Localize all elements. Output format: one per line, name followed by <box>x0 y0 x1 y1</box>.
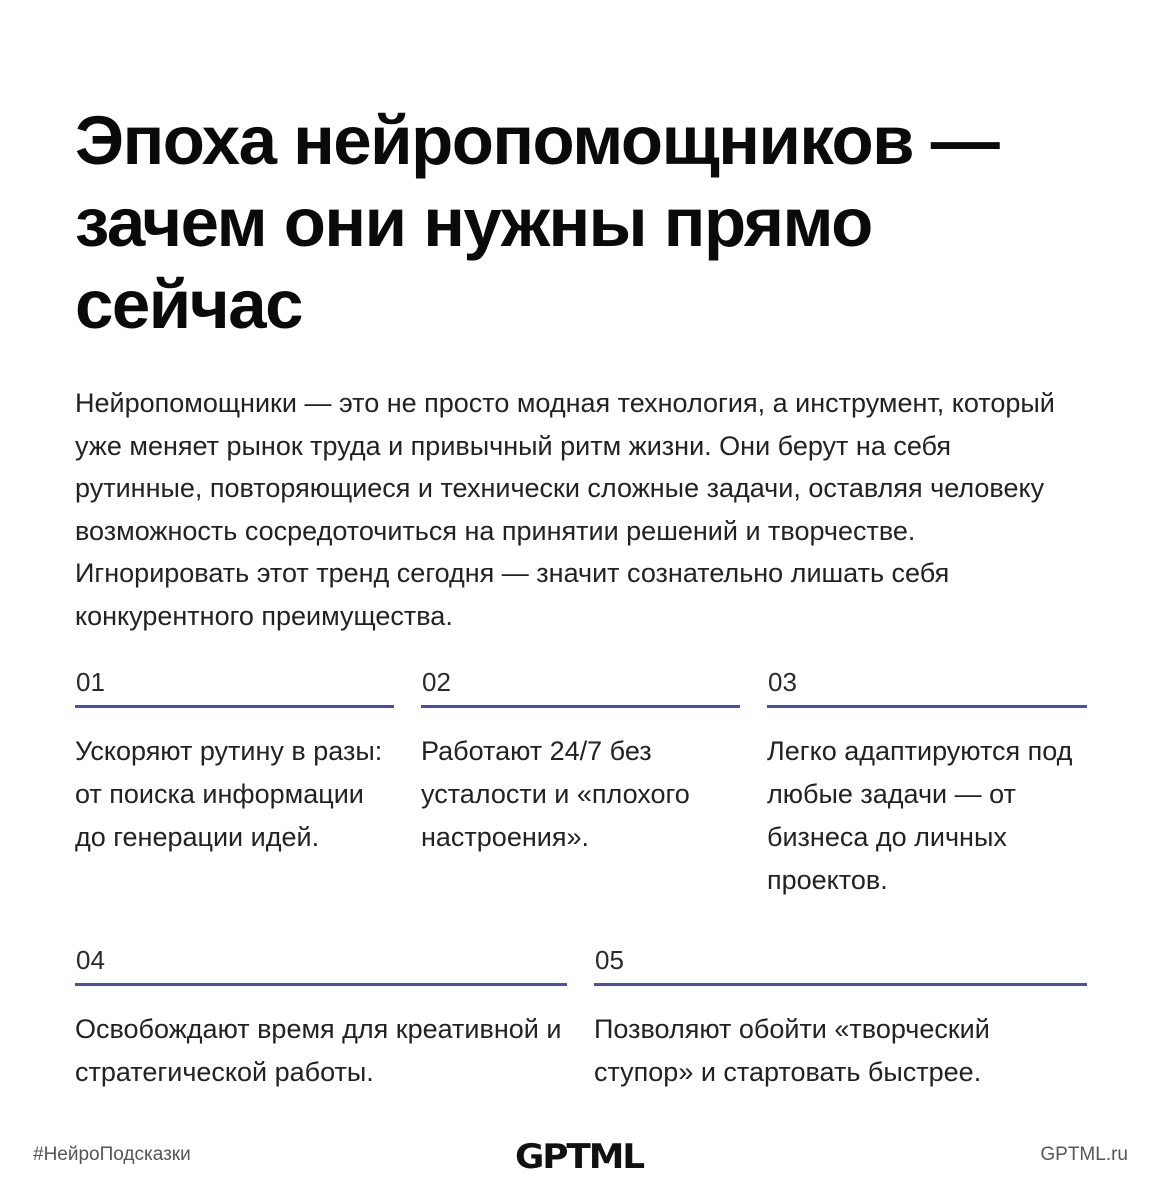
title-line-2: зачем они нужны прямо <box>75 184 872 261</box>
card-number: 05 <box>595 945 624 975</box>
card-number: 01 <box>76 667 105 697</box>
card-divider <box>75 705 394 708</box>
card-divider <box>75 983 567 986</box>
footer-site-link[interactable]: GPTML.ru <box>1040 1144 1128 1165</box>
card-text: Легко адаптируются под любые задачи — от бизнеса до личных проектов. <box>767 736 1073 895</box>
card-01 <box>75 667 394 859</box>
footer-hashtag: #НейроПодсказки <box>33 1144 191 1165</box>
page-title <box>75 100 1075 346</box>
card-text: Работают 24/7 без усталости и «плохого настроения». <box>421 736 690 852</box>
title-line-1: Эпоха нейропомощников — <box>75 102 999 179</box>
card-text: Позволяют обойти «творческий ступор» и стартовать быстрее. <box>594 1014 990 1087</box>
card-divider <box>767 705 1087 708</box>
card-number: 04 <box>76 945 105 975</box>
card-divider <box>594 983 1087 986</box>
card-number: 02 <box>422 667 451 697</box>
card-05 <box>594 945 1087 1094</box>
card-text: Освобождают время для креативной и стратегической работы. <box>75 1014 562 1087</box>
card-03 <box>767 667 1087 902</box>
gptml-logo <box>515 1135 647 1175</box>
logo-text: GPTML <box>515 1137 645 1175</box>
card-04 <box>75 945 567 1094</box>
card-number: 03 <box>768 667 797 697</box>
card-02 <box>421 667 740 859</box>
card-text: Ускоряют рутину в разы: от поиска информации до генерации идей. <box>75 736 383 852</box>
intro-paragraph: Нейропомощники — это не просто модная технология, а инструмент, который уже меняет рынок труда и привычный ритм жизни. Они берут на себя рутинные, повторяющиеся и технически сложные задачи, оставляя человеку возможность сосредоточиться на принятии решений и творчестве. Игнорировать этот тренд сегодня — значит сознательно лишать себя конкурентного преимущества. <box>75 388 1055 631</box>
card-divider <box>421 705 740 708</box>
title-line-3: сейчас <box>75 266 302 343</box>
